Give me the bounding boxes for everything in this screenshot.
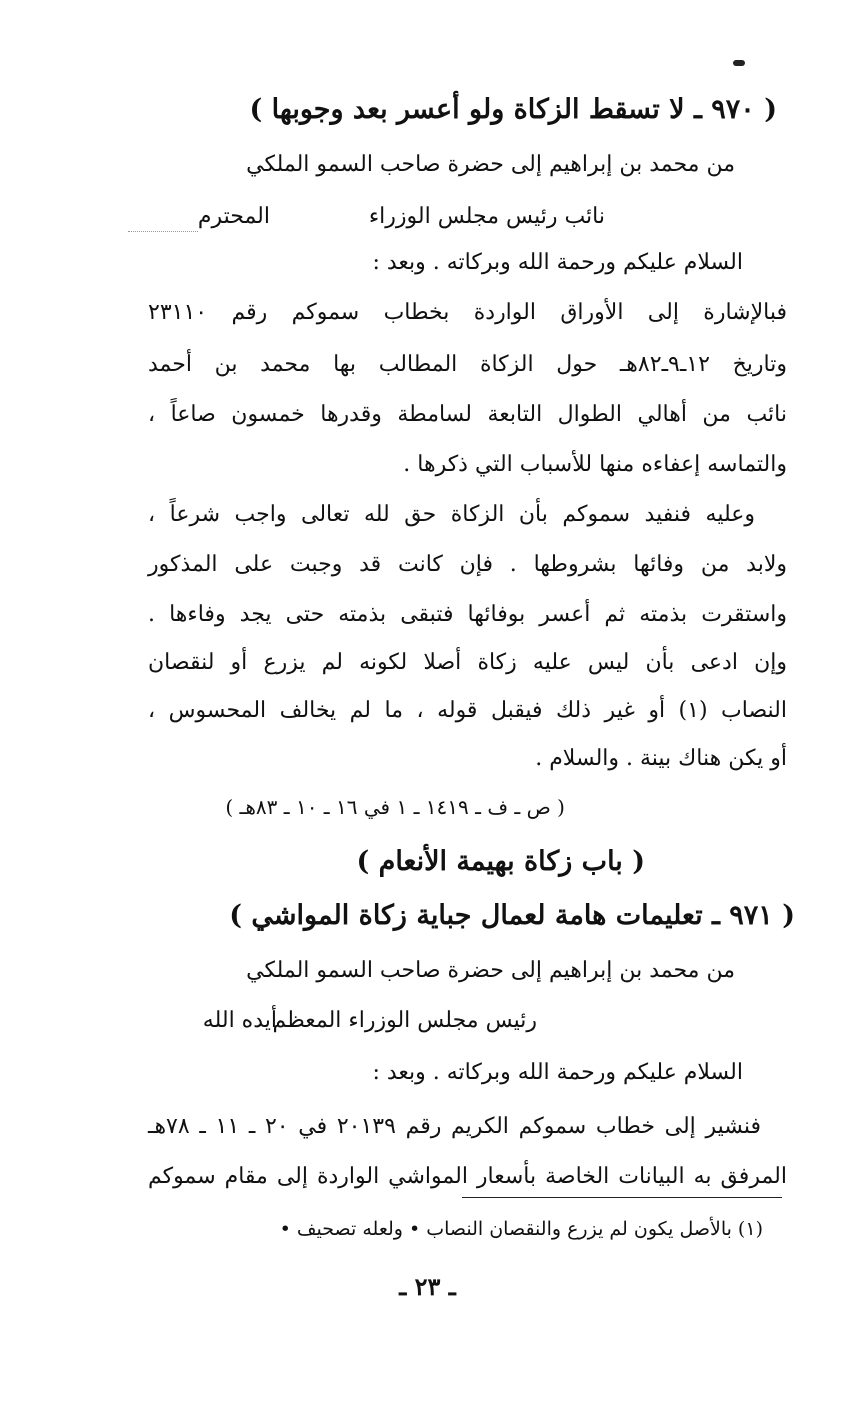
chapter-heading: ( باب زكاة بهيمة الأنعام ) [356,846,645,877]
footnote: (١) بالأصل يكون لم يزرع والنقصان النصاب • ولعله تصحيف • [279,1218,763,1240]
scan-smudge [128,231,198,235]
letter2-para1-line1: فنشير إلى خطاب سموكم الكريم رقم ٢٠١٣٩ في ٢٠ ـ ١١ ـ ٧٨هـ [148,1114,762,1139]
letter2-greeting: السلام عليكم ورحمة الله وبركاته . وبعد : [372,1060,743,1085]
letter1-para1-line2: وتاريخ ١٢ـ٩ـ٨٢هـ حول الزكاة المطالب بها محمد بن أحمد [148,352,787,377]
heading-970: ( ٩٧٠ ـ لا تسقط الزكاة ولو أعسر بعد وجوبها ) [249,94,777,125]
letter1-reference: ( ص ـ ف ـ ١٤١٩ ـ ١ في ١٦ ـ ١٠ ـ ٨٣هـ ) [225,795,565,819]
letter1-para2-line1: وعليه فنفيد سموكم بأن الزكاة حق لله تعالى واجب شرعاً ، [148,502,755,527]
letter1-para2-line5: النصاب (١) أو غير ذلك فيقبل قوله ، ما لم يخالف المحسوس ، [148,698,787,723]
letter2-to-honorific: أيده الله [202,1008,277,1033]
letter1-para1-line4: والتماسه إعفاءه منها للأسباب التي ذكرها . [403,452,787,477]
ink-mark [733,60,745,66]
letter2-para1-line2: المرفق به البيانات الخاصة بأسعار المواشي الواردة إلى مقام سموكم [148,1164,787,1189]
letter1-para2-line2: ولابد من وفائها بشروطها . فإن كانت قد وجبت على المذكور [148,552,787,577]
letter1-para1-line3: نائب من أهالي الطوال التابعة لسامطة وقدرها خمسون صاعاً ، [148,402,787,427]
page-number: ـ ٢٣ ـ [399,1272,456,1301]
letter1-from: من محمد بن إبراهيم إلى حضرة صاحب السمو الملكي [246,152,735,177]
footnote-divider [462,1197,782,1198]
letter1-para2-line4: وإن ادعى بأن ليس عليه زكاة أصلا لكونه لم يزرع أو لنقصان [148,650,787,675]
letter1-para1-line1: فبالإشارة إلى الأوراق الواردة بخطاب سموكم رقم ٢٣١١٠ [148,300,787,325]
letter1-to-title: نائب رئيس مجلس الوزراء [368,204,605,229]
letter1-greeting: السلام عليكم ورحمة الله وبركاته . وبعد : [372,250,743,275]
heading-971: ( ٩٧١ ـ تعليمات هامة لعمال جباية زكاة المواشي ) [229,900,795,931]
letter2-to-title: رئيس مجلس الوزراء المعظم [272,1008,537,1033]
letter1-to-honorific: المحترم [197,204,270,229]
letter1-para2-line6: أو يكن هناك بينة . والسلام . [535,746,787,771]
letter1-para2-line3: واستقرت بذمته ثم أعسر بوفائها فتبقى بذمته حتى يجد وفاءها . [148,602,787,627]
letter2-from: من محمد بن إبراهيم إلى حضرة صاحب السمو الملكي [246,958,735,983]
